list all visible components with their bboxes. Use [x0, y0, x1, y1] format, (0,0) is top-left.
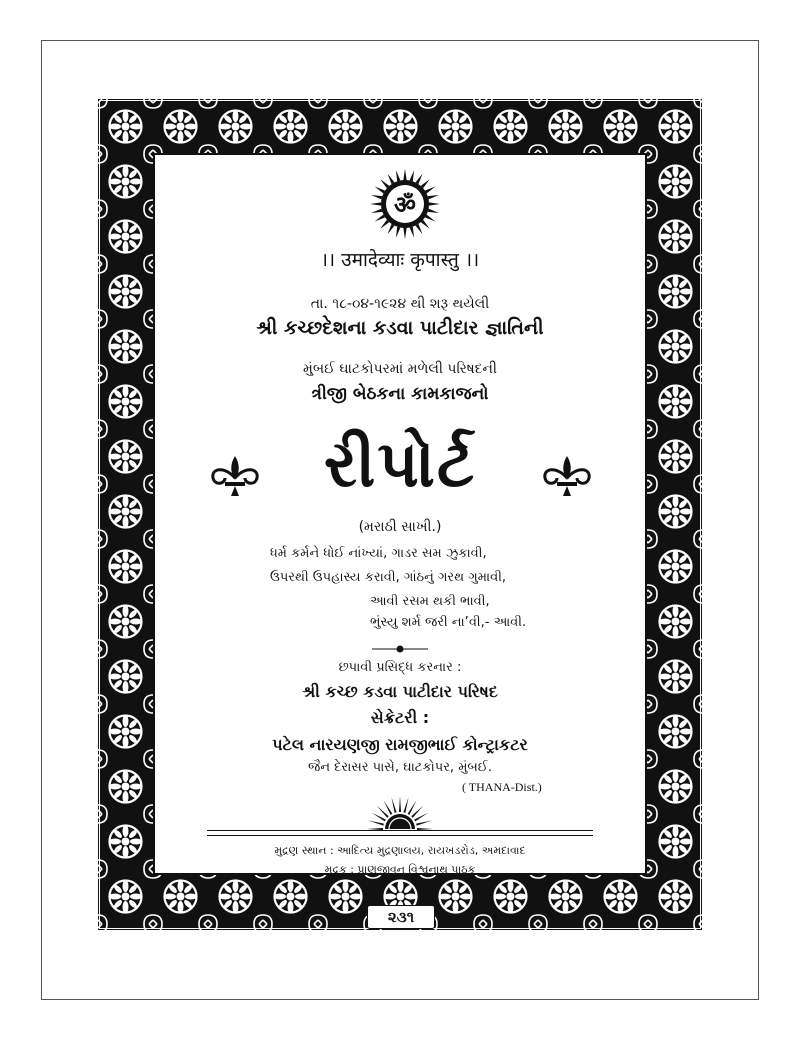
intro-session-line: ત્રીજી બેઠકના કામકાજનો — [311, 384, 489, 404]
intro-date-line: તા. ૧૮-૦૪-૧૯૨૪ થી શરૂ થયેલી — [310, 296, 490, 312]
printer-name: મુદ્રક : પ્રાણજીવન વિશ્વનાથ પાઠક — [324, 863, 476, 876]
sun-ray — [391, 797, 396, 813]
om-ray — [380, 179, 389, 188]
publisher-address: જૈન દેરાસર પાસે, ઘાટકોપર, મુંબઈ. — [308, 760, 492, 775]
om-symbol: ॐ — [394, 191, 416, 219]
rising-sun-ornament — [345, 795, 455, 833]
om-ray — [425, 215, 435, 222]
om-ray — [416, 174, 423, 184]
sun-ray — [399, 796, 401, 812]
printing-press: મુદ્રણ સ્થાન : આદિત્ય મુદ્રણાલય, રાયખડરોડ, અમદાવાદ — [274, 844, 526, 857]
sun-ray — [371, 813, 385, 822]
poem-line: ધર્મ કર્મને ધોઈ નાંખ્યાં, ગાડર સમ ઝુકાવી, — [270, 546, 487, 561]
om-ray — [371, 195, 382, 199]
sun-ray — [377, 806, 389, 818]
om-ray — [403, 228, 406, 239]
poem-line: ઉપરથી ઉપહાસ્ય કરાવી, ગાંઠનું ગરથ ગુમાવી, — [270, 570, 507, 585]
poem-heading: (મરાઠી સાખી.) — [358, 519, 442, 535]
intro-community-line: શ્રી કચ્છદેશના કડવા પાટીદાર જ્ઞાતિની — [256, 317, 544, 339]
district-note: ( THANA-Dist.) — [462, 780, 542, 794]
page-number: ૨૩૧ — [367, 905, 435, 929]
om-ray — [375, 187, 385, 194]
om-ray — [396, 170, 400, 181]
publisher-org: શ્રી કચ્છ કડવા પાટીદાર પરિષદ — [302, 682, 498, 701]
footer-rule-top — [207, 830, 593, 831]
om-sun-emblem — [369, 168, 441, 240]
sun-ray — [411, 806, 423, 818]
om-ray — [421, 220, 430, 229]
footer-rule-bottom — [207, 835, 593, 836]
report-title: રીપોર્ટ — [323, 428, 477, 502]
om-ray — [416, 224, 423, 234]
sun-ray — [408, 800, 417, 814]
sun-ray — [403, 797, 408, 813]
sun-ray — [368, 820, 384, 825]
om-ray — [396, 227, 400, 238]
sun-ray — [384, 800, 393, 814]
om-ray — [370, 202, 381, 205]
om-ray — [425, 187, 435, 194]
om-ray — [421, 179, 430, 188]
sun-ray — [416, 820, 432, 825]
om-ray — [428, 209, 439, 213]
om-ray — [375, 215, 385, 222]
om-ray — [380, 220, 389, 229]
om-ray — [428, 195, 439, 199]
om-ray — [388, 224, 395, 234]
om-ray — [410, 170, 414, 181]
sun-ray — [414, 813, 428, 822]
om-ray — [403, 169, 406, 180]
section-divider — [370, 644, 430, 654]
poem-line: ભુંસ્યુ શર્મ જરી ના’વી,- આવી. — [370, 615, 527, 630]
om-ray — [388, 174, 395, 184]
om-ray — [371, 209, 382, 213]
intro-location-line: મુંબઈ ઘાટકોપરમાં મળેલી પરિષદની — [303, 361, 497, 377]
poem-line: આવી રસમ થકી ભાવી, — [370, 594, 490, 609]
invocation: ।। उमादेव्याः कृपास्तु ।। — [320, 249, 480, 271]
publisher-label: છપાવી પ્રસિદ્ધ કરનાર : — [338, 660, 462, 675]
om-ray — [410, 227, 414, 238]
secretary-name: પટેલ નારયણજી રામજીભાઈ કોન્ટ્રાકટર — [272, 735, 528, 754]
secretary-label: સેક્રેટરી : — [370, 708, 430, 727]
om-ray — [429, 202, 440, 205]
